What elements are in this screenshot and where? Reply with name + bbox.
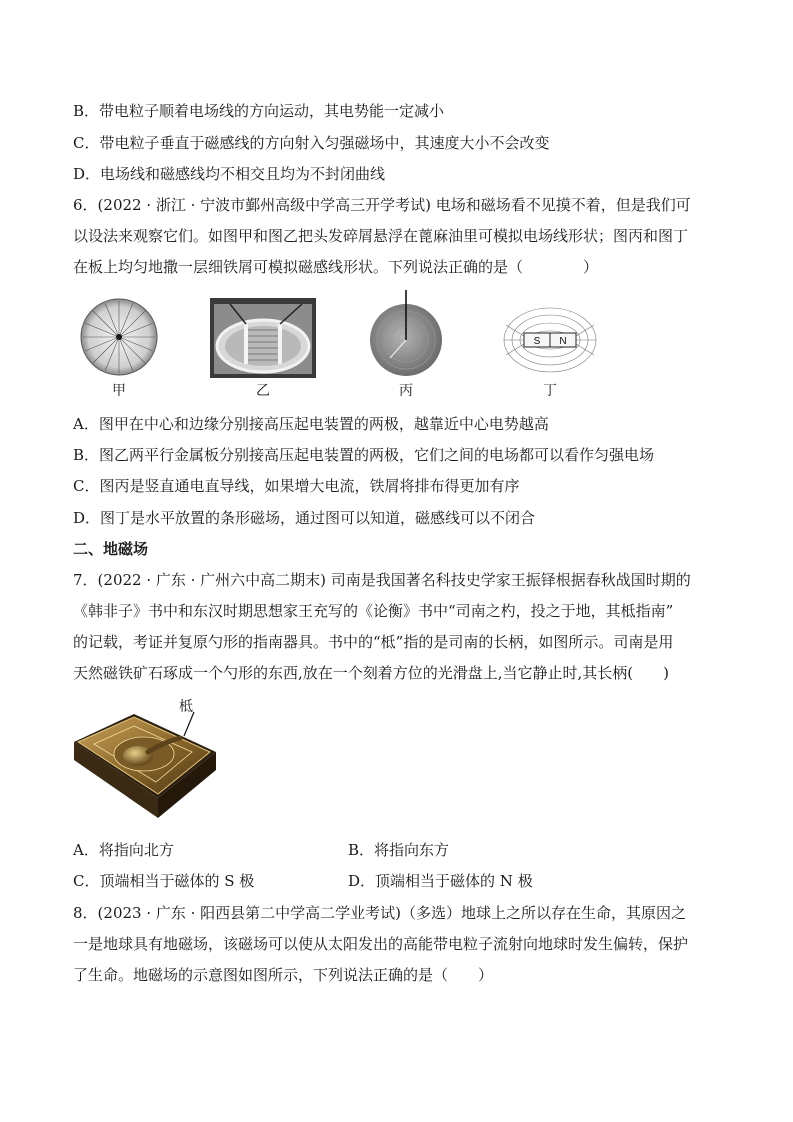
figure-jia-caption: 甲 bbox=[112, 383, 126, 399]
q7-option-d: D．顶端相当于磁体的 N 极 bbox=[348, 872, 533, 890]
q6-stem-line-3: 在板上均匀地撒一层细铁屑可模拟磁感线形状。下列说法正确的是（ ） bbox=[73, 258, 599, 276]
q8-stem-line-1: 8．(2023 · 广东 · 阳西县第二中学高二学业考试)（多选）地球上之所以存在生命，其原因之 bbox=[73, 904, 687, 922]
figure-ding-bar-magnet bbox=[500, 305, 600, 375]
sinan-handle-label: 柢 bbox=[179, 699, 193, 715]
figure-bing-caption: 丙 bbox=[399, 383, 413, 399]
q5-option-c: C．带电粒子垂直于磁感线的方向射入匀强磁场中，其速度大小不会改变 bbox=[73, 134, 550, 152]
q7-stem-line-3: 的记载，考证并复原勺形的指南器具。书中的“柢”指的是司南的长柄，如图所示。司南是用 bbox=[73, 633, 674, 651]
figure-ding-caption: 丁 bbox=[543, 383, 557, 399]
figure-yi-caption: 乙 bbox=[256, 383, 270, 399]
figure-jia-radial-field bbox=[80, 298, 158, 376]
q7-stem-line-2: 《韩非子》书中和东汉时期思想家王充写的《论衡》书中“司南之杓，投之于地，其柢指南” bbox=[73, 602, 674, 620]
q7-option-b: B．将指向东方 bbox=[348, 841, 450, 859]
q6-option-d: D．图丁是水平放置的条形磁场，通过图可以知道，磁感线可以不闭合 bbox=[73, 509, 536, 527]
q6-option-b: B．图乙两平行金属板分别接高压起电装置的两极，它们之间的电场都可以看作匀强电场 bbox=[73, 446, 655, 464]
q6-stem-line-2: 以设法来观察它们。如图甲和图乙把头发碎屑悬浮在蓖麻油里可模拟电场线形状；图丙和图丁 bbox=[73, 227, 689, 245]
q6-option-c: C．图丙是竖直通电直导线，如果增大电流，铁屑将排布得更加有序 bbox=[73, 477, 520, 495]
q5-option-b: B．带电粒子顺着电场线的方向运动，其电势能一定减小 bbox=[73, 102, 445, 120]
figure-bing-straight-wire bbox=[368, 290, 444, 378]
q6-option-a: A．图甲在中心和边缘分别接高压起电装置的两极，越靠近中心电势越高 bbox=[73, 415, 549, 433]
figure-yi-parallel-plates bbox=[210, 298, 316, 378]
q8-stem-line-2: 一是地球具有地磁场，该磁场可以使从太阳发出的高能带电粒子流射向地球时发生偏转，保护 bbox=[73, 935, 689, 953]
q7-stem-line-4: 天然磁铁矿石琢成一个勺形的东西,放在一个刻着方位的光滑盘上,当它静止时,其长柄( ) bbox=[73, 664, 670, 682]
section-heading: 二、地磁场 bbox=[73, 540, 149, 558]
q7-option-c: C．顶端相当于磁体的 S 极 bbox=[73, 872, 255, 890]
q8-stem-line-3: 了生命。地磁场的示意图如图所示，下列说法正确的是（ ） bbox=[73, 966, 494, 984]
magnet-n-label: N bbox=[559, 336, 567, 347]
q7-option-a: A．将指向北方 bbox=[73, 841, 174, 859]
magnet-s-label: S bbox=[533, 336, 541, 347]
q5-option-d: D．电场线和磁感线均不相交且均为不封闭曲线 bbox=[73, 165, 386, 183]
q7-stem-line-1: 7．(2022 · 广东 · 广州六中高二期末) 司南是我国著名科技史学家王振铎根据春秋战国时期的 bbox=[73, 571, 691, 589]
q6-stem-line-1: 6．(2022 · 浙江 · 宁波市鄞州高级中学高三开学考试) 电场和磁场看不见摸不着，但是我们可 bbox=[73, 196, 691, 214]
